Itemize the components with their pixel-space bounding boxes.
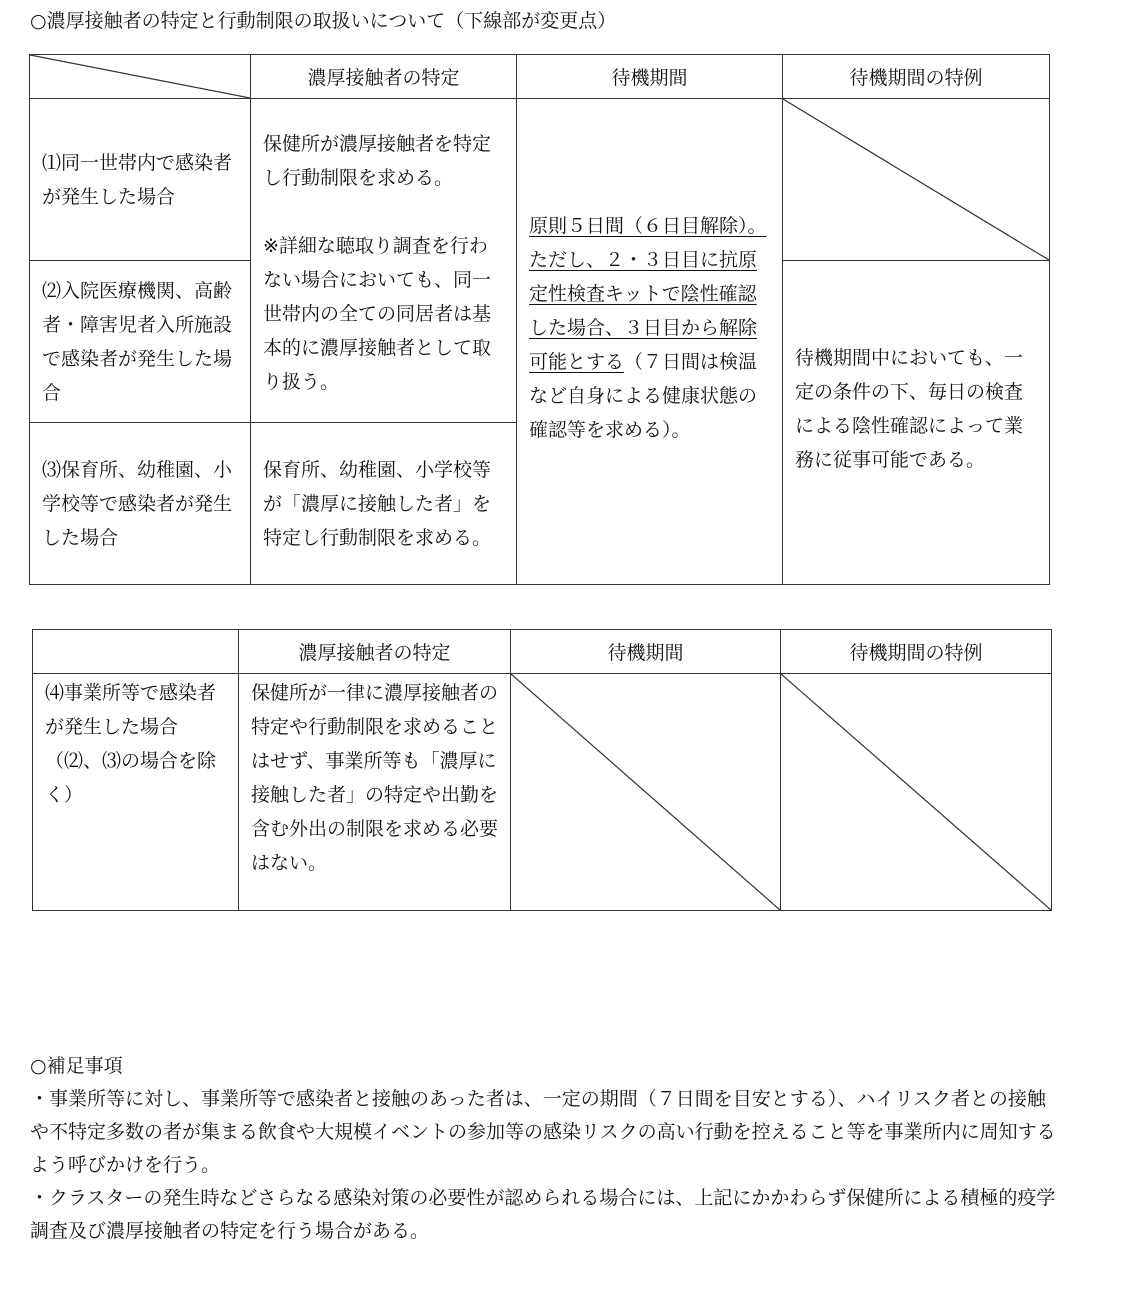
table-row — [33, 674, 1052, 911]
empty-waiting-period-cell — [511, 674, 781, 911]
row-label-medical-facility: ⑵入院医療機関、高齢者・障害児者入所施設で感染者が発生した場合 — [30, 261, 251, 423]
notes-title: ○補足事項 — [30, 1055, 123, 1077]
supplementary-notes — [30, 1050, 1060, 1248]
header-waiting-exception: 待機期間の特例 — [783, 55, 1050, 99]
contact-rules-table — [29, 54, 1050, 585]
notes-item-cluster: ・クラスターの発生時などさらなる感染対策の必要性が認められる場合には、上記にかかわらず保健所による積極的疫学調査及び濃厚接触者の特定を行う場合がある。 — [30, 1187, 1056, 1242]
waiting-period-cell — [517, 99, 783, 585]
row-label-household: ⑴同一世帯内で感染者が発生した場合 — [30, 99, 251, 261]
table-row — [30, 99, 1050, 261]
row-label-workplace: ⑷事業所等で感染者が発生した場合（⑵、⑶の場合を除く） — [33, 674, 239, 911]
header-waiting-exception: 待機期間の特例 — [781, 630, 1052, 674]
workplace-rules-table — [32, 629, 1052, 911]
diagonal-line — [511, 674, 780, 910]
header-contact-identification: 濃厚接触者の特定 — [239, 630, 511, 674]
notes-item-workplace: ・事業所等に対し、事業所等で感染者と接触のあった者は、一定の期間（７日間を目安とする）、ハイリスク者との接触や不特定多数の者が集まる飲食や大規模イベントの参加等の感染リスクの高い行動を控えること等を事業所内に周知するよう呼びかけを行う。 — [30, 1088, 1056, 1176]
spec-health-center — [251, 99, 517, 423]
table-header-row — [33, 630, 1052, 674]
diagonal-line — [30, 55, 250, 98]
header-waiting-period: 待機期間 — [511, 630, 781, 674]
exception-cell: 待機期間中においても、一定の条件の下、毎日の検査による陰性確認によって業務に従事可能である。 — [783, 261, 1050, 585]
diagonal-line — [783, 99, 1049, 260]
empty-exception-cell — [783, 99, 1050, 261]
spec-health-center-text: 保健所が濃厚接触者を特定し行動制限を求める。 — [263, 133, 492, 189]
empty-exception-cell — [781, 674, 1052, 911]
spec-nursery-school: 保育所、幼稚園、小学校等が「濃厚に接触した者」を特定し行動制限を求める。 — [251, 423, 517, 585]
table-header-row — [30, 55, 1050, 99]
header-contact-identification: 濃厚接触者の特定 — [251, 55, 517, 99]
header-corner-cell — [30, 55, 251, 99]
row-label-nursery-school: ⑶保育所、幼稚園、小学校等で感染者が発生した場合 — [30, 423, 251, 585]
header-blank-cell — [33, 630, 239, 674]
waiting-period-changed-text: 原則５日間（６日目解除）。ただし、２・３日目に抗原定性検査キットで陰性確認した場合、３日目から解除可能とする — [529, 215, 767, 373]
diagonal-line — [781, 674, 1051, 910]
spec-note-text: ※詳細な聴取り調査を行わない場合においても、同一世帯内の全ての同居者は基本的に濃厚接触者として取り扱う。 — [263, 235, 492, 393]
waiting-period-text: （７日間は検温など自身による健康状態の確認等を求める）。 — [529, 351, 758, 441]
page-heading: ○濃厚接触者の特定と行動制限の取扱いについて（下線部が変更点） — [30, 10, 617, 32]
spec-workplace: 保健所が一律に濃厚接触者の特定や行動制限を求めることはせず、事業所等も「濃厚に接触した者」の特定や出勤を含む外出の制限を求める必要はない。 — [239, 674, 511, 911]
header-waiting-period: 待機期間 — [517, 55, 783, 99]
